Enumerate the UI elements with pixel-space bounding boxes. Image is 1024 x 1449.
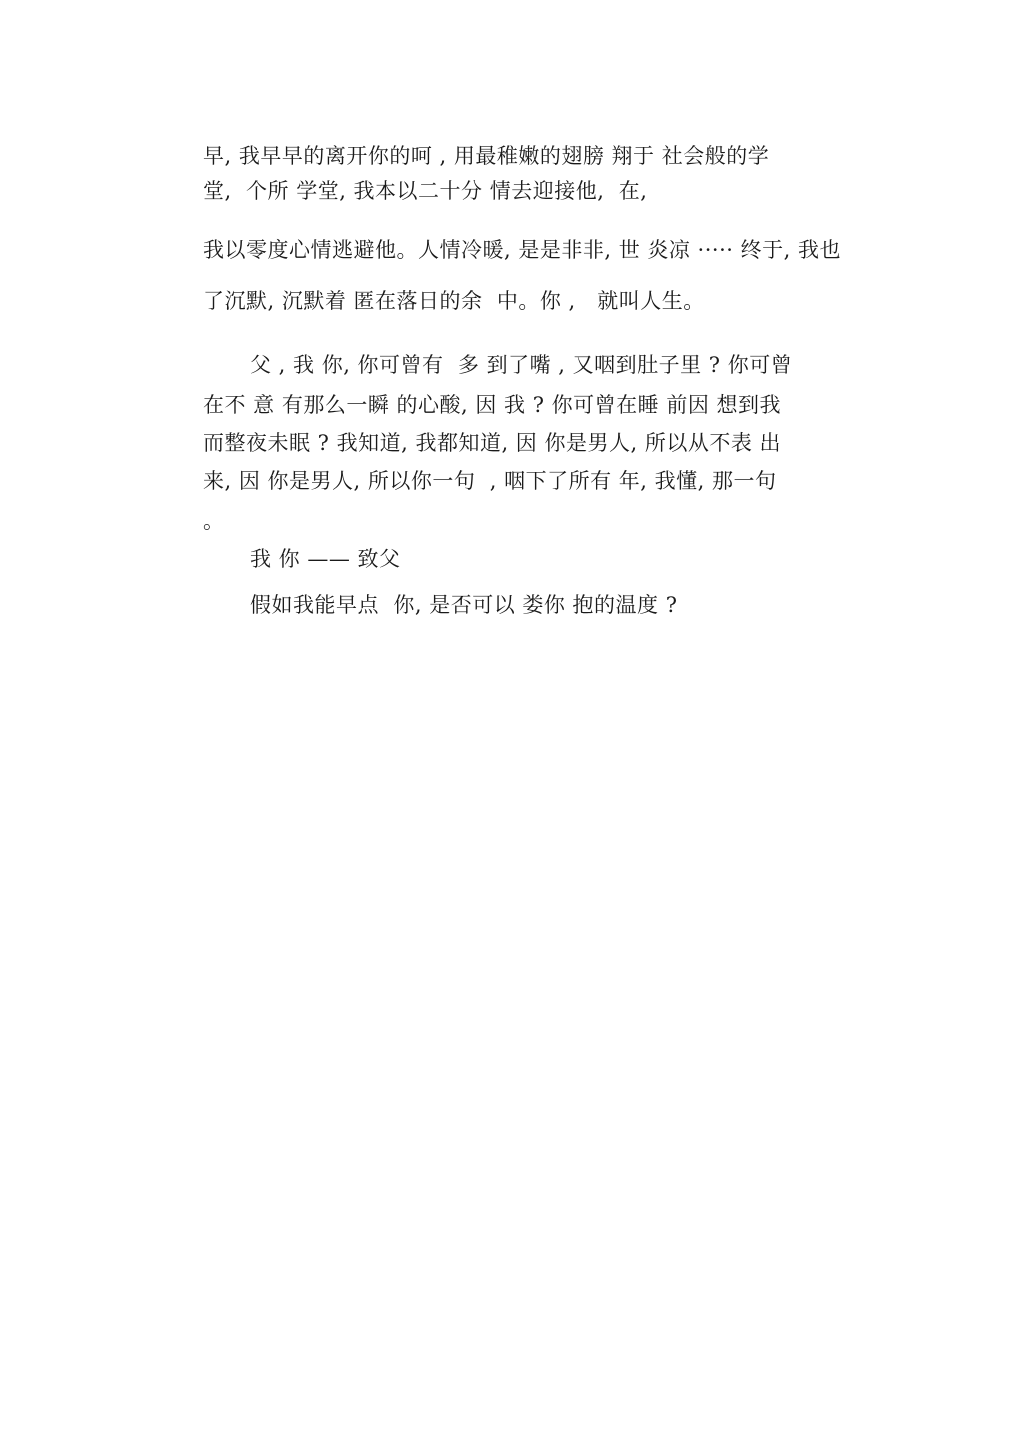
poem-title: 我 你 —— 致父: [250, 547, 401, 571]
poem-first-line: 假如我能早点 你, 是否可以 娄你 抱的温度 ?: [250, 593, 678, 617]
paragraph2-line-2: 了沉默, 沉默着 匿在落日的余 中。你 , 就叫人生。: [203, 289, 705, 313]
paragraph1-line-2: 堂, 个所 学堂, 我本以二十分 情去迎接他, 在,: [203, 179, 648, 203]
paragraph3-line-5: 。: [203, 509, 225, 533]
paragraph1-line-1: 早, 我早早的离开你的呵 , 用最稚嫩的翅膀 翔于 社会般的学: [203, 144, 770, 168]
paragraph3-line-2: 在不 意 有那么一瞬 的心酸, 因 我 ? 你可曾在睡 前因 想到我: [203, 393, 782, 417]
paragraph2-line-1: 我以零度心情逃避他。人情冷暖, 是是非非, 世 炎凉 ····· 终于, 我也: [203, 238, 841, 262]
paragraph3-line-4: 来, 因 你是男人, 所以你一句 , 咽下了所有 年, 我懂, 那一句: [203, 469, 777, 493]
paragraph3-line-1: 父 , 我 你, 你可曾有 多 到了嘴 , 又咽到肚子里 ? 你可曾: [250, 353, 793, 377]
paragraph3-line-3: 而整夜未眠 ? 我知道, 我都知道, 因 你是男人, 所以从不表 出: [203, 431, 782, 455]
